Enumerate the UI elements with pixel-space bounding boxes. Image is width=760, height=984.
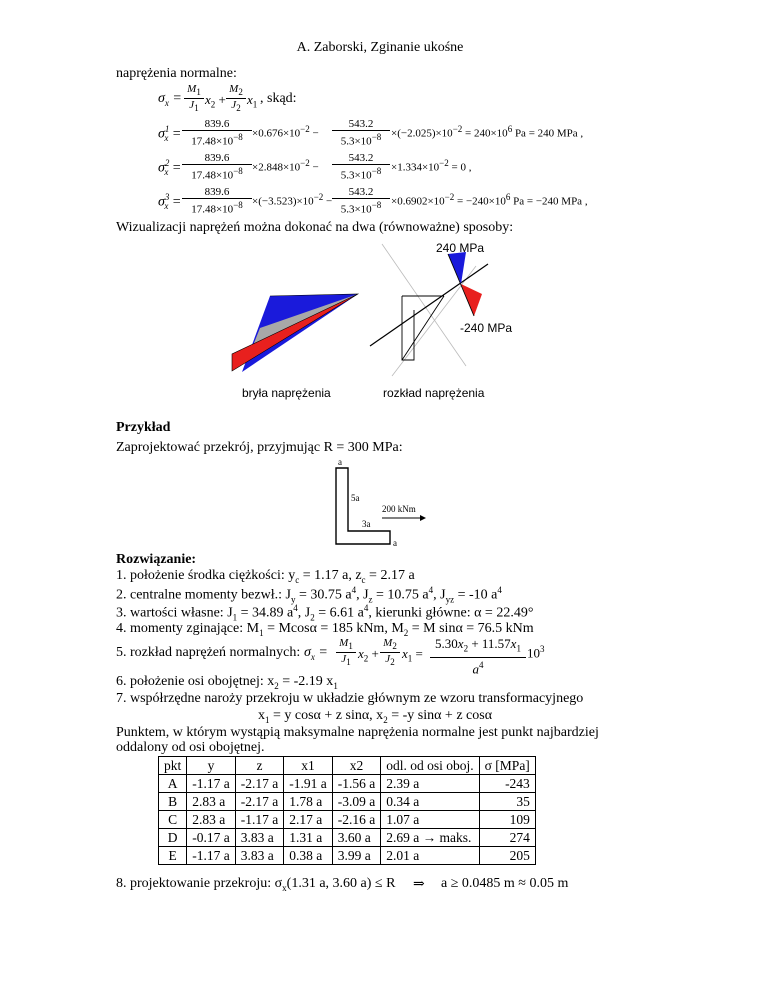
dim-a-top: a — [338, 457, 342, 467]
table-cell: 2.69 a → maks. — [381, 829, 479, 847]
table-cell: -1.91 a — [284, 775, 333, 793]
dim-5a: 5a — [351, 493, 360, 503]
page-title: A. Zaborski, Zginanie ukośne — [296, 40, 464, 55]
formula-frac-2: $\frac{M_2}{J_2}$ — [226, 83, 246, 114]
transform-formula: $x_1 = y$ cosα + z sinα, $x_2 = -y$ sinα + z cosα — [258, 708, 493, 725]
moment-label: 200 kNm — [382, 504, 416, 514]
dim-a-right: a — [393, 538, 397, 548]
solution-heading: Rozwiązanie: — [116, 552, 197, 567]
solution-item-4: 4. momenty zginające: $M_1 = Mcos\alpha = 185$ kNm, $M_2 = M$ sinα = 76.5 kNm — [116, 621, 534, 638]
table-header-cell: y — [187, 757, 236, 775]
table-header-row — [159, 757, 536, 775]
normal-stress-intro: naprężenia normalne: — [116, 66, 237, 81]
dim-3a: 3a — [362, 519, 371, 529]
cross-section-drawing — [326, 456, 436, 556]
table-cell: 1.78 a — [284, 793, 333, 811]
table-cell: C — [159, 811, 187, 829]
table-row — [159, 811, 536, 829]
table-cell: 3.60 a — [332, 829, 381, 847]
formula-sigma: $\sigma_x$ = — [158, 91, 182, 108]
table-header-cell: σ [MPa] — [479, 757, 535, 775]
solution-item-7: 7. współrzędne naroży przekroju w układzie głównym ze wzoru transformacyjnego — [116, 691, 584, 706]
table-header-cell: odl. od osi oboj. — [381, 757, 479, 775]
table-cell: 2.01 a — [381, 847, 479, 865]
table-cell: B — [159, 793, 187, 811]
solution-item-8: 8. projektowanie przekroju: $\sigma_x(1.31$ a, 3.60 a) ≤ R — [116, 876, 396, 893]
table-cell: -243 — [479, 775, 535, 793]
table-cell: -1.56 a — [332, 775, 381, 793]
table-row — [159, 847, 536, 865]
table-cell: -1.17 a — [235, 811, 284, 829]
table-cell: -2.17 a — [235, 775, 284, 793]
table-cell: 0.38 a — [284, 847, 333, 865]
table-cell: -2.16 a — [332, 811, 381, 829]
stress-figure — [220, 236, 540, 396]
table-header-cell: x2 — [332, 757, 381, 775]
label-240: 240 MPa — [436, 241, 485, 255]
results-table — [158, 756, 536, 865]
item8-result: a ≥ 0.0485 m ≈ 0.05 m — [441, 876, 569, 891]
table-cell: 1.31 a — [284, 829, 333, 847]
visualization-text: Wizualizacji naprężeń można dokonać na dwa (równoważne) sposoby: — [116, 220, 514, 235]
table-cell: 2.83 a — [187, 811, 236, 829]
conclusion-line-1: Punktem, w którym wystąpią maksymalne naprężenia normalne jest punkt najbardziej — [116, 725, 599, 740]
table-cell: 3.83 a — [235, 829, 284, 847]
label-minus-240: -240 MPa — [460, 321, 513, 335]
example-heading: Przykład — [116, 420, 171, 435]
implies-arrow: ⇒ — [413, 877, 425, 892]
caption-stress-solid: bryła naprężenia — [242, 386, 331, 400]
table-cell: E — [159, 847, 187, 865]
solution-item-3: 3. wartości własne: $J_1 = 34.89$ $a^4$, $J_2 = 6.61$ $a^4$, kierunki główne: α = 22.49° — [116, 603, 534, 623]
example-task: Zaprojektować przekrój, przyjmując R = 300 MPa: — [116, 440, 403, 455]
table-cell: -2.17 a — [235, 793, 284, 811]
table-header-cell: x1 — [284, 757, 333, 775]
table-cell: A — [159, 775, 187, 793]
formula-tail: , skąd: — [260, 91, 297, 106]
solution-item-6: 6. położenie osi obojętnej: $x_2 = -2.19$ $x_1$ — [116, 674, 338, 691]
table-row — [159, 775, 536, 793]
conclusion-line-2: oddalony od osi obojętnej. — [116, 740, 265, 755]
table-cell: 0.34 a — [381, 793, 479, 811]
table-cell: 109 — [479, 811, 535, 829]
table-cell: D — [159, 829, 187, 847]
table-cell: -0.17 a — [187, 829, 236, 847]
stress-dist-blue — [448, 252, 466, 284]
solution-item-2: 2. centralne momenty bezwł.: $J_y = 30.75$ $a^4$, $J_z = 10.75$ $a^4$, $J_{yz} = -10$ $a^4$ — [116, 585, 502, 605]
table-row — [159, 829, 536, 847]
table-cell: -1.17 a — [187, 775, 236, 793]
table-cell: 2.39 a — [381, 775, 479, 793]
table-cell: 3.83 a — [235, 847, 284, 865]
table-cell: 35 — [479, 793, 535, 811]
table-cell: -3.09 a — [332, 793, 381, 811]
table-cell: 1.07 a — [381, 811, 479, 829]
table-cell: -1.17 a — [187, 847, 236, 865]
formula-frac-1: $\frac{M_1}{J_1}$ — [184, 83, 204, 114]
table-cell: 2.83 a — [187, 793, 236, 811]
table-header-cell: z — [235, 757, 284, 775]
table-row — [159, 793, 536, 811]
table-cell: 205 — [479, 847, 535, 865]
solution-item-1: 1. położenie środka ciężkości: $y_c = 1.17$ a, $z_c = 2.17$ a — [116, 568, 415, 585]
table-cell: 3.99 a — [332, 847, 381, 865]
table-header-cell: pkt — [159, 757, 187, 775]
table-cell: 274 — [479, 829, 535, 847]
caption-stress-distribution: rozkład naprężenia — [383, 386, 485, 400]
table-cell: 2.17 a — [284, 811, 333, 829]
